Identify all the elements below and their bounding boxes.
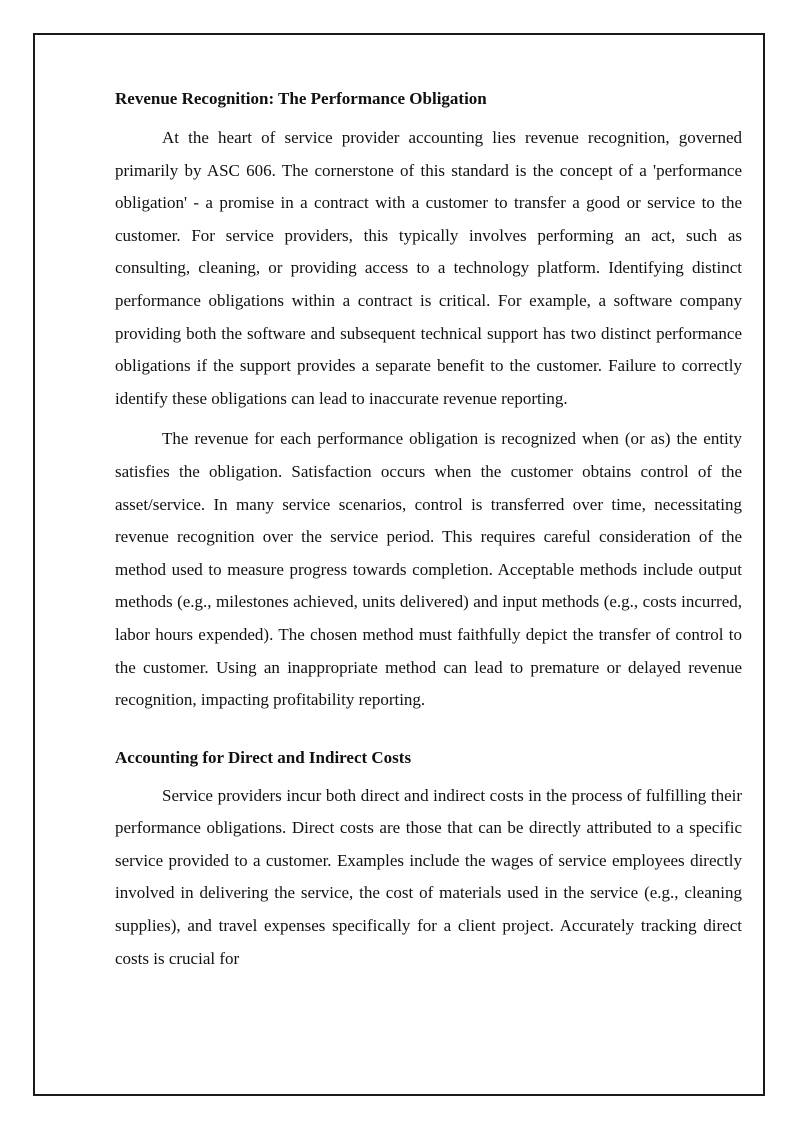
section-heading-revenue-recognition: Revenue Recognition: The Performance Obligation [115, 89, 487, 108]
section-heading-direct-indirect-costs: Accounting for Direct and Indirect Costs [115, 747, 412, 767]
paragraph: Service providers incur both direct and indirect costs in the process of fulfilling their performance obligations. Direct costs are those that can be directly attributed to a specific service provided to a customer. Examples include the wages of service employees directly involved in delivering the service, the cost of materials used in the service (e.g., cleaning supplies), and travel expenses specifically for a client project. Accurately tracking direct costs is crucial for [115, 785, 742, 968]
paragraph: The revenue for each performance obligation is recognized when (or as) the entity satisfies the obligation. Satisfaction occurs when the customer obtains control of the asset/service. In many service scenarios, control is transferred over time, necessitating revenue recognition over the service period. This requires careful consideration of the method used to measure progress towards completion. Acceptable methods include output methods (e.g., milestones achieved, units delivered) and input methods (e.g., costs incurred, labor hours expended). The chosen method must faithfully depict the transfer of control to the customer. Using an inappropriate method can lead to premature or delayed revenue recognition, impacting profitability reporting. [115, 429, 742, 710]
document-body [115, 86, 742, 975]
paragraph: At the heart of service provider accounting lies revenue recognition, governed primarily by ASC 606. The cornerstone of this standard is the concept of a 'performance obligation' - a promise in a contract with a customer to transfer a good or service to the customer. For service providers, this typically involves performing an act, such as consulting, cleaning, or providing access to a technology platform. Identifying distinct performance obligations within a contract is critical. For example, a software company providing both the software and subsequent technical support has two distinct performance obligations if the support provides a separate benefit to the customer. Failure to correctly identify these obligations can lead to inaccurate revenue reporting. [115, 128, 742, 408]
